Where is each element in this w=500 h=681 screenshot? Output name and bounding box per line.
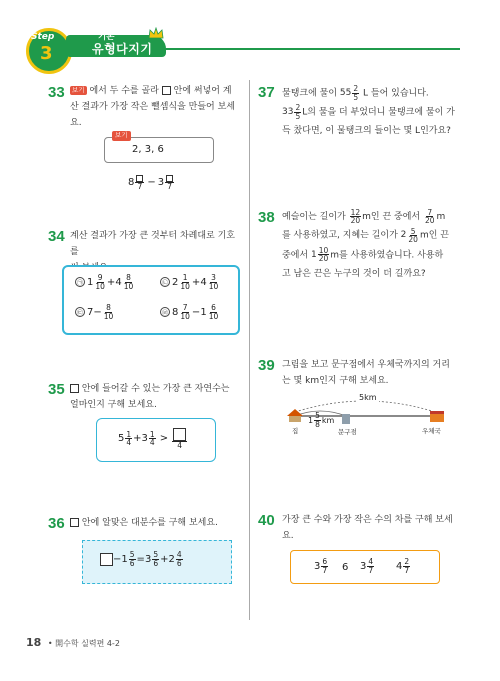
- q33-whole2: 3: [157, 176, 165, 188]
- store-icon: [342, 414, 350, 424]
- num: 10: [318, 245, 329, 255]
- q33-whole1: 8: [128, 176, 135, 188]
- q35-text2: 얼마인지 구해 보세요.: [70, 399, 157, 410]
- post-office-icon: [430, 414, 444, 422]
- den: 10: [103, 311, 114, 321]
- num: 6: [211, 303, 216, 312]
- op: +: [191, 276, 201, 288]
- problem-38-text: [282, 208, 464, 283]
- q40-num-4: [396, 558, 411, 574]
- den: 20: [408, 235, 418, 245]
- q33-den2: 7: [167, 181, 173, 191]
- num: 2: [353, 84, 359, 94]
- frac: [407, 228, 419, 244]
- den: 6: [153, 558, 159, 568]
- q38-text: 중에서: [282, 250, 309, 261]
- blank-box[interactable]: [100, 553, 113, 566]
- q38-text: m인 끈 중에서: [362, 212, 421, 222]
- q33-text2: 안에 써넣어 계: [173, 86, 232, 96]
- problem-number-35: 35: [48, 381, 65, 398]
- num: 5: [315, 411, 320, 420]
- num: 5: [129, 550, 135, 559]
- whole: 1: [308, 415, 314, 425]
- frac: [350, 209, 362, 225]
- q39-text2: 는 몇 km인지 구해 보세요.: [282, 375, 389, 386]
- whole: 1: [310, 249, 317, 260]
- q34-item-d: [160, 304, 220, 320]
- num: 1: [182, 273, 188, 282]
- frac: [294, 104, 301, 120]
- q33-den1: 7: [137, 181, 143, 191]
- q37-text: 득 찼다면, 이 물탱크의 들이는 몇 L인가요?: [282, 126, 451, 137]
- store-label: 문구점: [338, 428, 357, 436]
- problem-40-text: [282, 513, 462, 545]
- num: 5: [153, 550, 159, 559]
- q35-expression: [118, 428, 188, 450]
- frac: [172, 428, 187, 450]
- whole: 33: [282, 107, 294, 118]
- num: 3: [211, 273, 216, 282]
- whole: 2: [168, 553, 175, 565]
- den: 10: [123, 281, 134, 291]
- whole: 4: [396, 560, 403, 572]
- problem-number-39: 39: [258, 357, 275, 374]
- num: 8: [126, 273, 131, 282]
- example-box-tag: 보기: [112, 131, 131, 141]
- frac: [208, 274, 220, 290]
- book-title: • 開수학 실력편 4-2: [47, 639, 120, 648]
- den: 10: [180, 311, 190, 321]
- den: 20: [350, 216, 361, 225]
- answer-box-icon: [162, 86, 171, 95]
- q36-expression: [100, 551, 184, 567]
- q33-expression: 8 7 − 3 7: [128, 174, 175, 190]
- q40-text2: 요.: [282, 530, 294, 541]
- problem-number-37: 37: [258, 84, 275, 101]
- den: 5: [353, 92, 359, 102]
- q38-text: m: [436, 212, 446, 222]
- q38-text: 예슬이는 길이가: [282, 212, 346, 222]
- item-label: ㉣: [160, 307, 170, 317]
- op: +: [106, 276, 116, 288]
- example-values: 2, 3, 6: [132, 144, 164, 155]
- num: 5: [410, 226, 416, 236]
- step-label: Step: [31, 32, 55, 42]
- problem-number-34: 34: [48, 228, 65, 245]
- op: +: [160, 553, 169, 565]
- step-number: 3: [40, 43, 53, 64]
- problem-number-38: 38: [258, 209, 275, 226]
- q38-text: 고 남은 끈은 누구의 것이 더 길까요?: [282, 268, 426, 279]
- problem-33-text: [70, 84, 242, 131]
- problem-39-text: [282, 358, 464, 390]
- problem-37-text: [282, 84, 462, 141]
- den: 7: [322, 565, 328, 575]
- den: 10: [208, 311, 219, 321]
- q34-item-a: [75, 274, 135, 290]
- q38-text: m를 사용하였습니다. 사용하: [330, 250, 444, 261]
- q34-item-b: [160, 274, 220, 290]
- den: 4: [149, 438, 155, 448]
- q33-text3: 산 결과가 가장 작은 뺄셈식을 만들어 보세: [70, 101, 235, 112]
- frac: [123, 274, 135, 290]
- num: 12: [350, 207, 361, 217]
- q34-item-c: [75, 304, 115, 320]
- q40-num-1: [314, 558, 329, 574]
- frac: [321, 558, 328, 574]
- problem-number-40: 40: [258, 512, 275, 529]
- whole: 55: [339, 88, 352, 98]
- num: 9: [97, 273, 103, 282]
- q33-frac1: [135, 174, 144, 190]
- blank-box[interactable]: [173, 428, 186, 441]
- total-distance-label: 5km: [359, 393, 377, 402]
- frac: [403, 558, 410, 574]
- frac: [149, 431, 156, 447]
- crown-icon: [148, 27, 164, 39]
- den: 10: [180, 281, 190, 291]
- item-label: ㉠: [75, 277, 85, 287]
- op: −: [93, 306, 102, 318]
- whole: 3: [360, 560, 367, 572]
- whole: 2: [172, 276, 179, 288]
- den: 20: [425, 216, 435, 225]
- page-footer: [26, 636, 120, 649]
- q37-text: L 들어 있습니다.: [363, 88, 429, 99]
- q33-text1: 에서 두 수를 골라: [89, 86, 159, 96]
- answer-box-icon: [70, 518, 79, 527]
- q40-num-3: [360, 558, 375, 574]
- num: 8: [106, 303, 111, 312]
- q35-text1: 안에 들어갈 수 있는 가장 큰 자연수는: [81, 384, 230, 394]
- q39-text1: 그림을 보고 문구점에서 우체국까지의 거리: [282, 360, 450, 370]
- op: +: [133, 433, 142, 445]
- den: 4: [126, 438, 132, 448]
- whole: 5: [118, 433, 125, 445]
- answer-box-icon: [70, 384, 79, 393]
- column-divider: [249, 80, 250, 620]
- whole: 4: [200, 276, 207, 288]
- frac: [129, 551, 136, 567]
- whole: 2: [400, 230, 407, 241]
- whole: 7: [87, 306, 94, 318]
- frac: [176, 551, 183, 567]
- problem-35-text: [70, 382, 242, 414]
- problem-number-36: 36: [48, 515, 65, 532]
- den: 10: [208, 281, 219, 291]
- den: 4: [177, 441, 182, 450]
- whole: 3: [144, 553, 152, 565]
- den: 5: [295, 111, 301, 121]
- q33-frac2: [165, 174, 174, 190]
- partial-distance-label: [308, 412, 334, 428]
- whole: 8: [172, 306, 179, 318]
- whole: 3: [314, 560, 321, 572]
- frac: [125, 431, 132, 447]
- whole: 6: [342, 562, 349, 573]
- item-label: ㉡: [160, 277, 170, 287]
- page-number: 18: [26, 636, 42, 649]
- op: −: [191, 306, 201, 318]
- num: 2: [295, 103, 301, 113]
- q37-text: L의 물을 더 부었더니 물탱크에 물이 가: [302, 107, 455, 118]
- q36-text1: 안에 알맞은 대분수를 구해 보세요.: [81, 518, 218, 528]
- post-office-label: 우체국: [422, 427, 441, 435]
- num: 7: [427, 207, 433, 217]
- banner-line2: 유형다지기: [92, 42, 153, 56]
- den: 6: [176, 558, 182, 568]
- num: 1: [126, 429, 132, 439]
- bogi-tag: 보기: [72, 85, 85, 94]
- post-office-roof-icon: [430, 411, 444, 414]
- page-header: [0, 0, 500, 80]
- unit: km: [321, 415, 335, 425]
- frac: [152, 551, 159, 567]
- den: 7: [404, 565, 410, 575]
- frac: [94, 274, 106, 290]
- frac: [103, 304, 115, 320]
- num: 4: [368, 557, 374, 566]
- den: 7: [368, 565, 374, 575]
- home-label: 집: [292, 427, 299, 435]
- frac: [314, 412, 321, 428]
- op: −: [113, 553, 122, 565]
- frac: [424, 209, 436, 225]
- blank-box[interactable]: [136, 175, 143, 182]
- op: >: [159, 433, 169, 445]
- num: 6: [322, 557, 328, 566]
- whole: 3: [141, 433, 148, 445]
- q33-text4: 요.: [70, 117, 82, 128]
- whole: 1: [200, 306, 207, 318]
- q40-text1: 가장 큰 수와 가장 작은 수의 차를 구해 보세: [282, 515, 453, 525]
- frac: [367, 558, 374, 574]
- house-icon: [289, 415, 301, 422]
- den: 10: [95, 281, 105, 291]
- den: 6: [129, 558, 135, 568]
- frac: [352, 85, 359, 101]
- frac: [179, 304, 191, 320]
- frac: [318, 247, 330, 263]
- item-label: ㉢: [75, 307, 85, 317]
- whole: 1: [121, 553, 128, 565]
- frac: [208, 304, 220, 320]
- banner-line1: 기본: [98, 32, 115, 42]
- problem-number-33: 33: [48, 84, 65, 101]
- num: 7: [182, 303, 188, 312]
- frac: [179, 274, 191, 290]
- blank-box[interactable]: [166, 175, 173, 182]
- whole: 1: [87, 276, 94, 288]
- q37-text: 물탱크에 물이: [282, 88, 338, 99]
- problem-36-text: [70, 516, 242, 532]
- num: 1: [149, 429, 155, 439]
- num: 2: [404, 557, 410, 566]
- op: =: [136, 553, 145, 565]
- q38-text: 를 사용하였고, 지혜는 길이가: [282, 231, 398, 242]
- q40-num-2: [342, 562, 348, 573]
- q34-text1: 계산 결과가 가장 큰 것부터 차례대로 기호를: [70, 231, 235, 257]
- whole: 4: [115, 276, 122, 288]
- num: 4: [176, 550, 182, 559]
- den: 8: [315, 419, 320, 429]
- den: 20: [318, 254, 329, 264]
- q38-text: m인 끈: [419, 231, 449, 242]
